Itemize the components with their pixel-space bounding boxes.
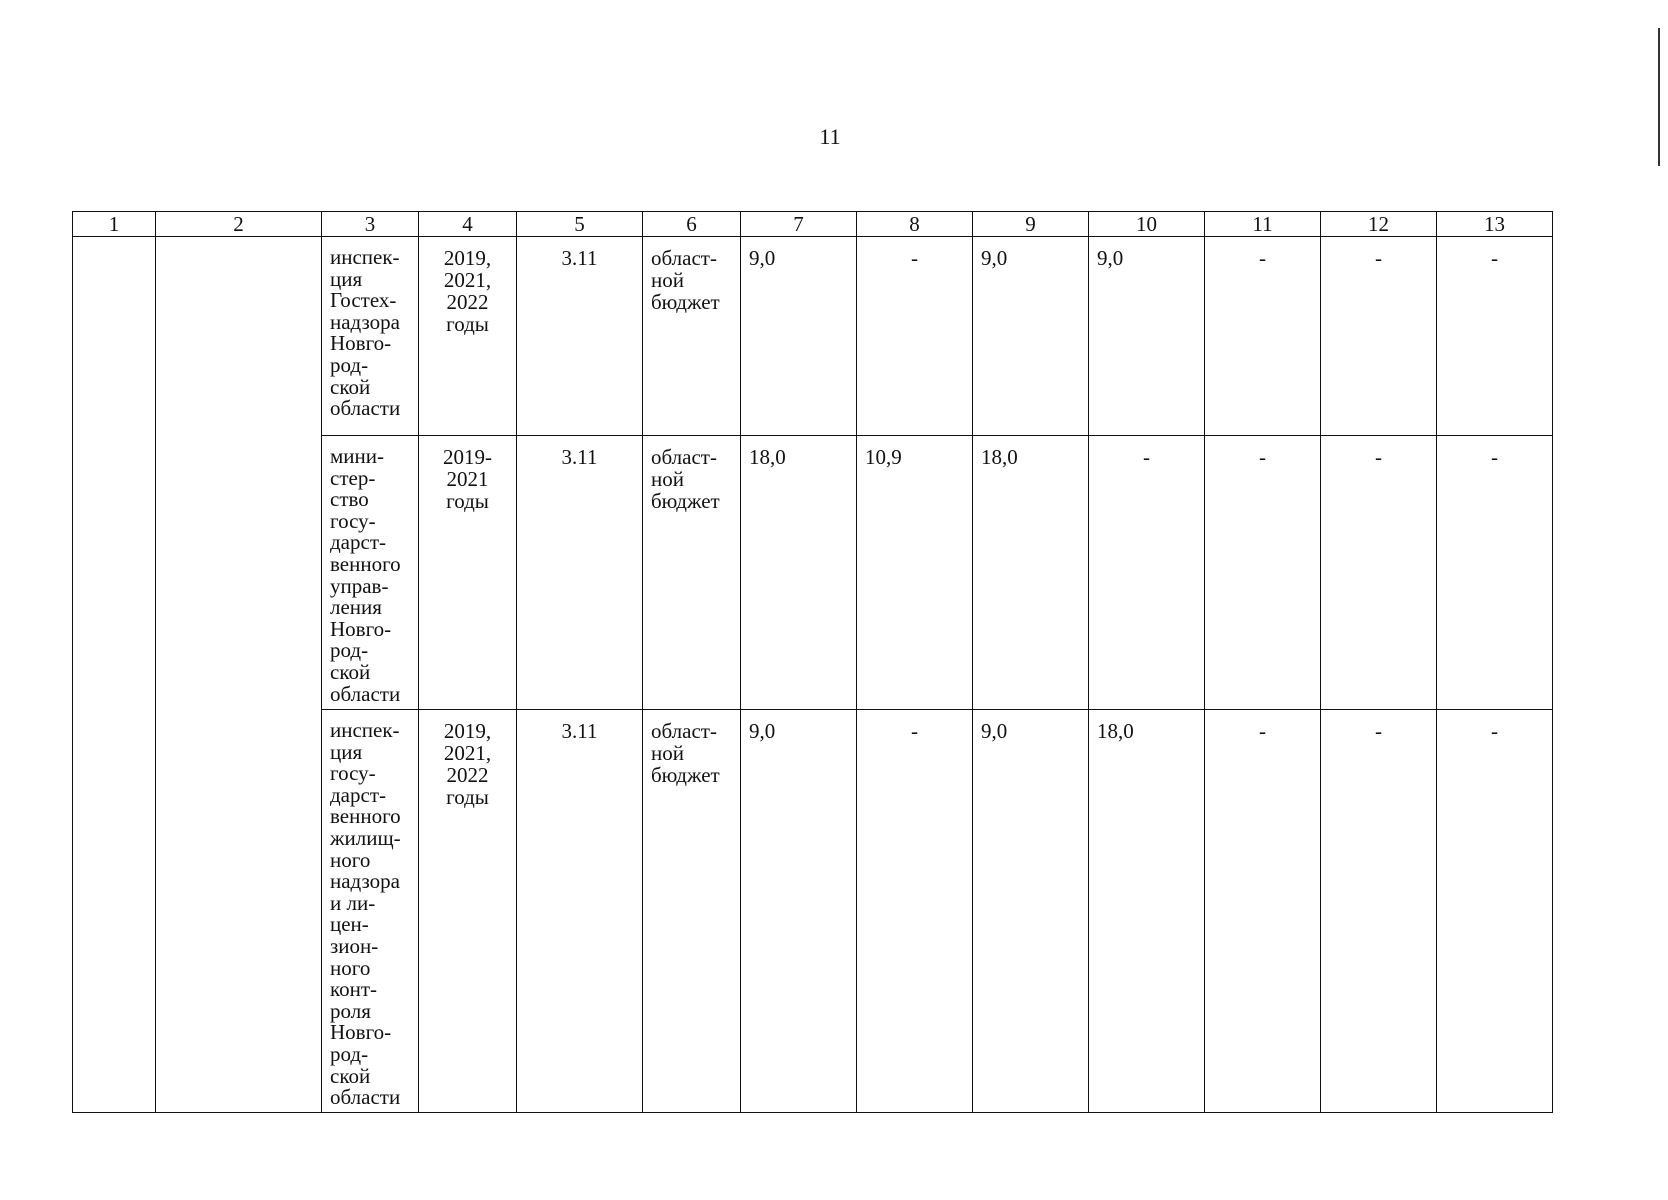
value-text: 9,0 [981, 719, 1008, 743]
value-cell-12 [1321, 436, 1437, 710]
value-text: - [1375, 246, 1382, 270]
value-text: 18,0 [749, 445, 786, 469]
value-cell-9 [973, 710, 1089, 1113]
value-cell-13 [1437, 436, 1553, 710]
header-row [73, 212, 1553, 237]
column-header: 7 [741, 212, 857, 237]
period-text: 2019- 2021 годы [443, 445, 492, 513]
target-code-text: 3.11 [561, 445, 598, 469]
column-header: 6 [643, 212, 741, 237]
column-header: 9 [973, 212, 1089, 237]
column-header: 4 [419, 212, 517, 237]
value-cell-9 [973, 436, 1089, 710]
value-cell-10 [1089, 436, 1205, 710]
budget-table [72, 211, 1553, 1113]
value-cell-10 [1089, 237, 1205, 436]
value-text: 9,0 [1097, 246, 1124, 270]
value-cell-8 [857, 436, 973, 710]
value-cell-8 [857, 710, 973, 1113]
value-cell-13 [1437, 710, 1553, 1113]
period-cell [419, 436, 517, 710]
value-cell-13 [1437, 237, 1553, 436]
column-header: 5 [517, 212, 643, 237]
column-header: 2 [156, 212, 322, 237]
value-cell-9 [973, 237, 1089, 436]
value-cell-12 [1321, 710, 1437, 1113]
executor-text: инспек- ция госу- дарст- венного жилищ- ного надзора и ли- цен- зион- ного конт- роля Новго- род- ской области [330, 718, 401, 1110]
target-code-cell [517, 436, 643, 710]
column-header: 8 [857, 212, 973, 237]
target-code-text: 3.11 [561, 246, 598, 270]
value-text: - [1259, 445, 1266, 469]
period-text: 2019, 2021, 2022 годы [443, 246, 492, 336]
funding-source-cell [643, 436, 741, 710]
funding-source-cell [643, 710, 741, 1113]
column-header: 12 [1321, 212, 1437, 237]
page-number: 11 [819, 124, 841, 149]
value-cell-7 [741, 237, 857, 436]
funding-source-text: област- ной бюджет [651, 719, 720, 787]
value-cell-11 [1205, 436, 1321, 710]
executor-cell [322, 710, 419, 1113]
value-text: - [1143, 445, 1150, 469]
value-text: - [1491, 719, 1498, 743]
value-text: 18,0 [1097, 719, 1134, 743]
column-header: 10 [1089, 212, 1205, 237]
column-2-cell [156, 237, 322, 1113]
funding-source-cell [643, 237, 741, 436]
value-text: - [911, 719, 918, 743]
value-cell-11 [1205, 710, 1321, 1113]
value-text: - [1375, 445, 1382, 469]
value-cell-8 [857, 237, 973, 436]
value-text: 9,0 [749, 246, 776, 270]
executor-text: инспек- ция Гостех- надзора Новго- род- ской области [330, 245, 401, 421]
target-code-cell [517, 710, 643, 1113]
value-cell-11 [1205, 237, 1321, 436]
funding-source-text: област- ной бюджет [651, 246, 720, 314]
value-text: - [911, 246, 918, 270]
value-cell-12 [1321, 237, 1437, 436]
executor-text: мини- стер- ство госу- дарст- венного управ- ления Новго- род- ской области [330, 444, 401, 706]
executor-cell [322, 237, 419, 436]
value-text: 9,0 [749, 719, 776, 743]
column-1-cell [73, 237, 156, 1113]
target-code-cell [517, 237, 643, 436]
period-cell [419, 237, 517, 436]
table-row [73, 237, 1553, 436]
period-text: 2019, 2021, 2022 годы [443, 719, 492, 809]
column-header: 13 [1437, 212, 1553, 237]
value-text: 9,0 [981, 246, 1008, 270]
column-header: 3 [322, 212, 419, 237]
value-text: 18,0 [981, 445, 1018, 469]
target-code-text: 3.11 [561, 719, 598, 743]
executor-cell [322, 436, 419, 710]
value-text: 10,9 [865, 445, 902, 469]
value-cell-7 [741, 436, 857, 710]
funding-source-text: област- ной бюджет [651, 445, 720, 513]
value-text: - [1375, 719, 1382, 743]
period-cell [419, 710, 517, 1113]
column-header: 11 [1205, 212, 1321, 237]
value-cell-10 [1089, 710, 1205, 1113]
value-cell-7 [741, 710, 857, 1113]
column-header: 1 [73, 212, 156, 237]
value-text: - [1491, 445, 1498, 469]
value-text: - [1259, 246, 1266, 270]
scan-edge-line [1658, 28, 1660, 166]
value-text: - [1259, 719, 1266, 743]
value-text: - [1491, 246, 1498, 270]
